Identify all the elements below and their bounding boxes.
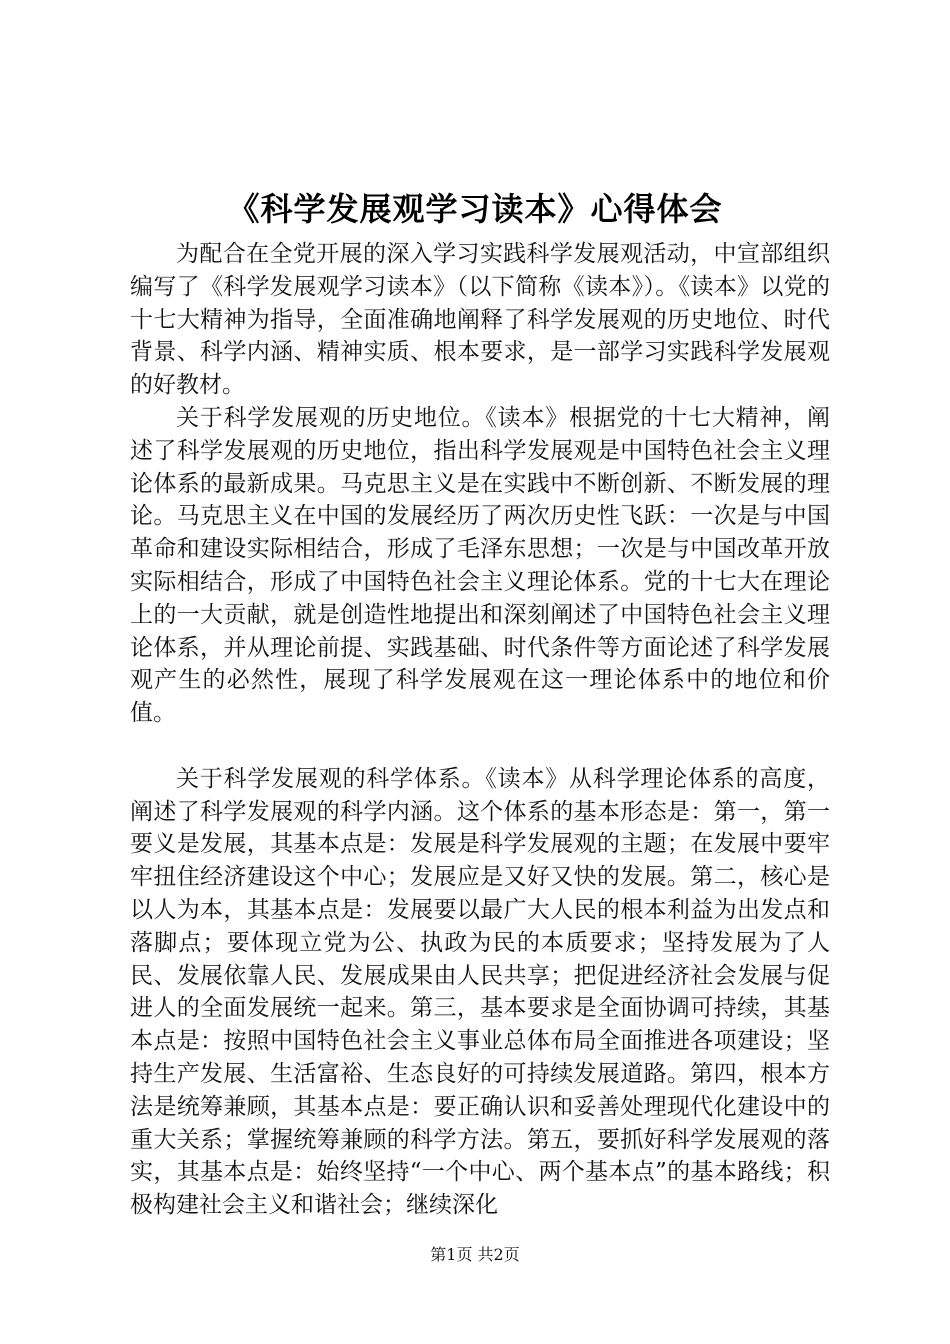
paragraph-scientific-system: 关于科学发展观的科学体系。《读本》从科学理论体系的高度，阐述了科学发展观的科学内涵。这个体系的基本形态是：第一，第一要义是发展，其基本点是：发展是科学发展观的主题；在发展中要牢牢扭住经济建设这个中心；发展应是又好又快的发展。第二，核心是以人为本，其基本点是：发展要以最广大人民的根本利益为出发点和落脚点；要体现立党为公、执政为民的本质要求；坚持发展为了人民、发展依靠人民、发展成果由人民共享；把促进经济社会发展与促进人的全面发展统一起来。第三，基本要求是全面协调可持续，其基本点是：按照中国特色社会主义事业总体布局全面推进各项建设；坚持生产发展、生活富裕、生态良好的可持续发展道路。第四，根本方法是统筹兼顾，其基本点是：要正确认识和妥善处理现代化建设中的重大关系；掌握统筹兼顾的科学方法。第五，要抓好科学发展观的落实，其基本点是：始终坚持“一个中心、两个基本点”的基本路线；积极构建社会主义和谐社会；继续深化 <box>130 765 830 1219</box>
page-number-footer: 第1页 共2页 <box>430 1245 520 1264</box>
paragraph-spacer <box>130 730 830 763</box>
document-title: 《科学发展观学习读本》心得体会 <box>227 190 723 228</box>
paragraph-historical-status: 关于科学发展观的历史地位。《读本》根据党的十七大精神，阐述了科学发展观的历史地位，指出科学发展观是中国特色社会主义理论体系的最新成果。马克思主义是在实践中不断创新、不断发展的理论。马克思主义在中国的发展经历了两次历史性飞跃：一次是与中国革命和建设实际相结合，形成了毛泽东思想；一次是与中国改革开放实际相结合，形成了中国特色社会主义理论体系。党的十七大在理论上的一大贡献，就是创造性地提出和深刻阐述了中国特色社会主义理论体系，并从理论前提、实践基础、时代条件等方面论述了科学发展观产生的必然性，展现了科学发展观在这一理论体系中的地位和价值。 <box>130 404 830 727</box>
paragraph-intro: 为配合在全党开展的深入学习实践科学发展观活动，中宣部组织编写了《科学发展观学习读本》（以下简称《读本》）。《读本》以党的十七大精神为指导，全面准确地阐释了科学发展观的历史地位、时代背景、科学内涵、精神实质、根本要求，是一部学习实践科学发展观的好教材。 <box>130 241 830 399</box>
document-body <box>130 238 830 1222</box>
